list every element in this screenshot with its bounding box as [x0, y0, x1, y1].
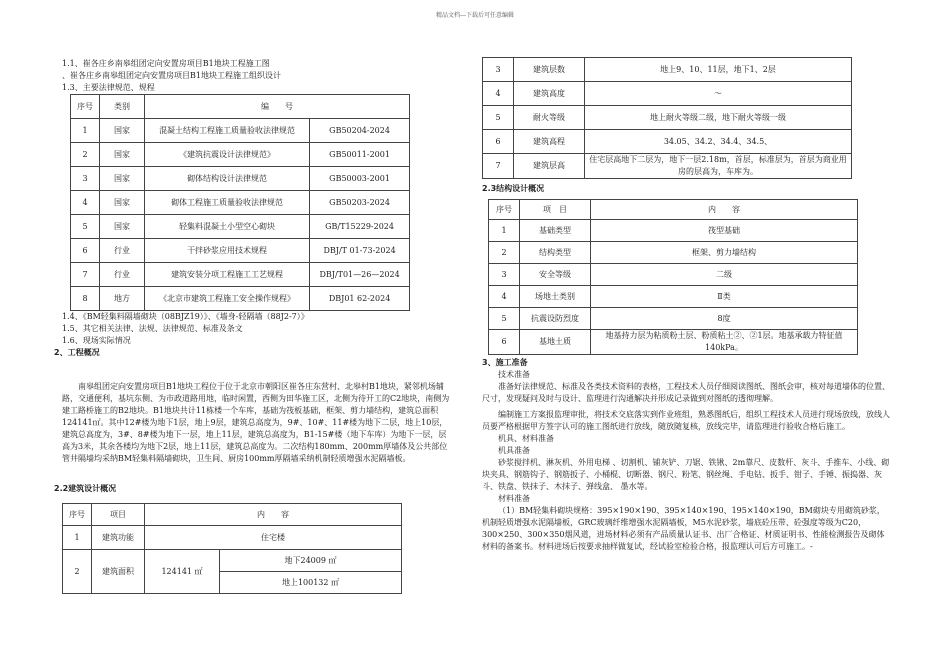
- cell: 地下24009 ㎡: [220, 550, 402, 572]
- cell: 建筑安装分项工程施工工艺规程: [145, 263, 310, 287]
- cell: 7: [71, 263, 100, 287]
- cell: 行业: [100, 239, 145, 263]
- cell: 建筑层高: [514, 154, 585, 179]
- section-2-title: 2、工程概况: [54, 348, 100, 357]
- cell: 国家: [100, 191, 145, 215]
- table-row: [489, 330, 858, 355]
- cell: 建筑层数: [514, 58, 585, 82]
- cell: 地基持力层为粘质粉土层、粉质粘土②、②1层。地基承载力特征值140kPa。: [591, 330, 858, 355]
- table-row: [71, 143, 410, 167]
- material-prep-heading: 机具、材料准备: [498, 434, 554, 443]
- cell: GB50203-2024: [310, 191, 410, 215]
- project-overview: 南皋组团定向安置房项目B1地块工程位于位于北京市朝阳区崔各庄东营村、北皋村B1地块，紧邻机场辅路，交通便利，基坑东侧、为市政道路用地，临时闲置，西侧为田华施工区，北侧为待开工的C2地块，南侧为建工路桥施工的B2地块。B1地块共计11栋楼一个车库，基础为筏板基础，框架、剪力墙结构，建筑总面积124141㎡。其中12#楼为地下1层，地上9层，建筑总高度为，9#、10#、11#楼为地下二层，地上10层，建筑总高度为，3#、8#楼为地下一层，地上11层，建筑总高度为，B1-15#楼（地下车库）为地下一层，层高为3米，其余各楼均为地下2层，地上11层，建筑总高度为。二次结构180mm、200mm厚墙体及公共部位管井隔墙均采纳BM轻集料隔墙砌块，卫生间、厨房100mm厚隔墙采纳机制轻质增强水泥隔墙板。: [62, 382, 450, 463]
- cell: 住宅层高地下二层为，地下一层2.18m，首层，标准层为，首层为商业用房的层高为，车库为。: [585, 154, 852, 179]
- cell: 4: [483, 82, 514, 106]
- cell: 筏型基础: [591, 220, 858, 242]
- cell: 6: [483, 130, 514, 154]
- cell: 国家: [100, 215, 145, 239]
- tools-list: 砂浆搅拌机、淋灰机、外用电梯 、切割机、铺灰铲、刀锯、铁锹、2m靠尺、皮数杆、灰斗、手推车、小线、砌块夹具、钢筋钩子、钢筋扳子、小桶棍、切断器、钢尺、粉笔、钢丝绳、手电钻、扳手、钳子、手锤、振捣器、灰斗、铁盘、铁抹子、木抹子、弹线盒、 墨水等。: [482, 458, 890, 491]
- th2-no: 序号: [63, 504, 92, 526]
- cell: 地上耐火等级二级，地下耐火等级一级: [585, 106, 852, 130]
- cell: 124141 ㎡: [145, 550, 220, 594]
- cell: 3: [489, 264, 520, 286]
- cell: 建筑高程: [514, 130, 585, 154]
- th2-content: 内 容: [145, 504, 402, 526]
- cell: 5: [71, 215, 100, 239]
- table-row: [71, 239, 410, 263]
- table-row: [483, 82, 852, 106]
- materials-para: （1）BM轻集料砌块规格：395×190×190、395×140×190、195×140×190，BM砌块专用砌筑砂浆，机制轻质增强水泥隔墙板，GRC玻璃纤维增强水泥隔墙板，M5水泥砂浆，墙底砼压带、砼强度等级为C20，300×250、300×350烟风道，进场材料必须有产品质量认证书、出厂合格证、材质证明书、性能检测报告及砌体材料的备案书。材料进场后按要求抽样做复试，经试验室检验合格，报监理认可后方可施工。-: [482, 506, 885, 551]
- cell: ～: [585, 82, 852, 106]
- tools-heading: 机具准备: [498, 446, 530, 455]
- cell: 6: [71, 239, 100, 263]
- cell: 住宅楼: [145, 526, 402, 550]
- cell: 安全等级: [520, 264, 591, 286]
- cell: 砌体结构设计法律规范: [145, 167, 310, 191]
- th4-content: 内 容: [591, 200, 858, 220]
- cell: 5: [483, 106, 514, 130]
- cell: 耐火等级: [514, 106, 585, 130]
- cell: 场地土类别: [520, 286, 591, 308]
- th-category: 类别: [100, 95, 145, 119]
- tech-prep-heading: 技术准备: [498, 370, 530, 379]
- cell: 《北京市建筑工程施工安全操作规程》: [145, 287, 310, 311]
- tech-prep-para-1: 准备好法律规范、标准及各类技术资料的表格，工程技术人员仔细阅读图纸、图纸会审，核对每道墙体的位置、尺寸，发现疑问及时与设计、监理进行沟通解决并形成记录做到对图纸的透彻理解。: [482, 382, 890, 403]
- table-row: [489, 220, 858, 242]
- cell: 地方: [100, 287, 145, 311]
- page-header: 精品文档---下载后可任意编辑: [435, 12, 515, 19]
- cell: 1: [71, 119, 100, 143]
- cell: GB50003-2001: [310, 167, 410, 191]
- cell: 6: [489, 330, 520, 355]
- cell: 建筑面积: [92, 550, 145, 594]
- cell: 8度: [591, 308, 858, 330]
- cell: 5: [489, 308, 520, 330]
- table-row: [71, 191, 410, 215]
- left-column: [54, 58, 450, 594]
- cell: 3: [71, 167, 100, 191]
- cell: 8: [71, 287, 100, 311]
- section-2-3-title: 2.3结构设计概况: [482, 184, 545, 193]
- cell: 行业: [100, 263, 145, 287]
- right-column: [482, 57, 892, 553]
- structure-table: [488, 199, 858, 355]
- table-row: [71, 119, 410, 143]
- cell: 地上100132 ㎡: [220, 572, 402, 594]
- cell: 4: [489, 286, 520, 308]
- th4-item: 项 目: [520, 200, 591, 220]
- section-3-title: 3、施工准备: [482, 358, 528, 367]
- cell: 国家: [100, 119, 145, 143]
- cell: DBJ/T01—26—2024: [310, 263, 410, 287]
- cell: DBJ/T 01-73-2024: [310, 239, 410, 263]
- cell: 砌体工程施工质量验收法律规范: [145, 191, 310, 215]
- cell: 34.05、34.2、34.4、34.5、: [585, 130, 852, 154]
- cell: 2: [63, 550, 92, 594]
- after-2: 1.5、其它相关法律、法规、法律规范、标准及条文: [62, 324, 243, 333]
- architecture-table: [62, 503, 402, 594]
- th-no: 序号: [71, 95, 100, 119]
- table-row: [489, 308, 858, 330]
- cell: 2: [71, 143, 100, 167]
- cell: DBJ01 62-2024: [310, 287, 410, 311]
- cell: 基地土质: [520, 330, 591, 355]
- table-row: [71, 215, 410, 239]
- section-2-2-title: 2.2建筑设计概况: [54, 484, 117, 493]
- table-row: [489, 242, 858, 264]
- cell: 干拌砂浆应用技术规程: [145, 239, 310, 263]
- tech-prep-para-2: 编制施工方案报监理审批，将技术交底落实到作业班组，熟悉图纸后，组织工程技术人员进行现场放线，放线人员要严格根据甲方签字认可的施工图纸进行放线，随放随复核，放线完毕，请监理进行验收合格后施工。: [482, 410, 890, 431]
- cell: 建筑功能: [92, 526, 145, 550]
- table-row: [71, 263, 410, 287]
- architecture-table-cont: [482, 57, 852, 179]
- cell: GB50204-2024: [310, 119, 410, 143]
- table-row: [489, 286, 858, 308]
- table-row: [483, 130, 852, 154]
- table-row: [489, 264, 858, 286]
- cell: 框架、剪力墙结构: [591, 242, 858, 264]
- intro-1: 1.1、崔各庄乡南皋组团定向安置房项目B1地块工程施工图: [62, 59, 270, 68]
- cell: 2: [489, 242, 520, 264]
- cell: 地上9、10、11层，地下1、2层: [585, 58, 852, 82]
- cell: 抗震设防烈度: [520, 308, 591, 330]
- cell: 4: [71, 191, 100, 215]
- intro-3: 1.3、主要法律规范、规程: [62, 83, 155, 92]
- table-row: [71, 287, 410, 311]
- cell: 混凝土结构工程施工质量验收法律规范: [145, 119, 310, 143]
- th4-no: 序号: [489, 200, 520, 220]
- table-row: [483, 154, 852, 179]
- cell: 1: [489, 220, 520, 242]
- cell: 3: [483, 58, 514, 82]
- cell: GB/T15229-2024: [310, 215, 410, 239]
- cell: 轻集料混凝土小型空心砌块: [145, 215, 310, 239]
- th-code: 编 号: [145, 95, 410, 119]
- cell: 1: [63, 526, 92, 550]
- cell: 《建筑抗震设计法律规范》: [145, 143, 310, 167]
- materials-heading: 材料准备: [498, 494, 530, 503]
- cell: 结构类型: [520, 242, 591, 264]
- intro-2: 、崔各庄乡南皋组团定向安置房项目B1地块工程施工组织设计: [62, 71, 281, 80]
- cell: 7: [483, 154, 514, 179]
- after-1: 1.4、《BM轻集料隔墙砌块（08BJZ19）》、《墙身-轻隔墙（88J2-7）》: [62, 312, 309, 321]
- cell: 基础类型: [520, 220, 591, 242]
- cell: Ⅱ类: [591, 286, 858, 308]
- cell: GB50011-2001: [310, 143, 410, 167]
- after-3: 1.6、现场实际情况: [62, 336, 131, 345]
- cell: 国家: [100, 167, 145, 191]
- th2-item: 项目: [92, 504, 145, 526]
- table-row: [483, 58, 852, 82]
- cell: 二级: [591, 264, 858, 286]
- table-row: [71, 167, 410, 191]
- regulations-table: [70, 94, 410, 311]
- cell: 国家: [100, 143, 145, 167]
- cell: 建筑高度: [514, 82, 585, 106]
- table-row: [483, 106, 852, 130]
